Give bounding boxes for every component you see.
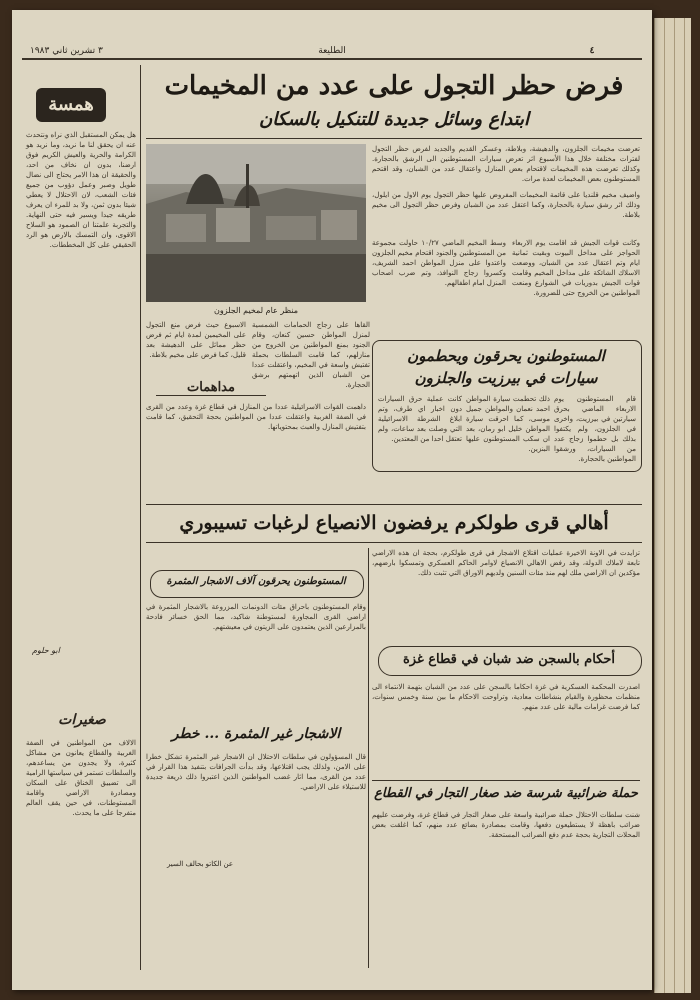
tasbouri-sub-title: المستوطنون يحرقون آلاف الاشجار المثمرة <box>166 576 346 587</box>
page-number: ٤ <box>589 46 595 56</box>
trees-headline: الاشجار غير المثمرة ... خطر <box>171 726 341 742</box>
tasbouri-body: تزايدت في الاونة الاخيرة عمليات اقتلاع الاشجار في قرى طولكرم، بحجة ان هذه الاراضي تابعة لاملاك الدولة، وقد رفض الاهالي الانصياع لاوامر الحاكم العسكري وتمسكوا بارضهم، مؤكدين ان الاراضي ملك لهم منذ مئات السنين ولديهم الاوراق التي تثبت ذلك. <box>372 549 640 577</box>
sghriyat-body: الالاف من المواطنين في الضفة الغربية والقطاع يعانون من مشاكل كثيرة، ولا يجدون من يساعدهم، والسلطات تستمر في سياستها الرامية الى تضييق الخناق على السكان ومصادرة الاراضي واقامة المستوطنات، في حين يقف العالم متفرجا على ما يحدث. <box>26 739 136 817</box>
column-signature: ابو حلوم <box>32 646 60 655</box>
tax-body: شنت سلطات الاحتلال حملة ضرائبية واسعة على صغار التجار في قطاع غزة، وفرضت عليهم ضرائب باهظة لا يستطيعون دفعها، وقامت بمصادرة بضائع عدد منهم، كما اغلقت بعض المحلات التجارية بحجة عدم دفع الضرائب المستحقة. <box>372 811 640 839</box>
tasbouri-sub-body: وقام المستوطنون باحراق مئات الدونمات المزروعة بالاشجار المثمرة في اراضي القرى المجاورة لمستوطنة شاكيد، مما الحق خسائر فادحة بالمزارعين الذين يعتمدون على الزيتون في معيشتهم. <box>146 603 366 631</box>
main-body-col5: القاها على زجاج الحمامات الشمسية لمنزل المواطن حسين كنعان، وقام الجنود بمنع المواطنين من الخروج من منازلهم، كما قامت السلطات بحملة تفتيش واسعة في المخيم، واعتقلت عددا من الشبان الذين اتهمتهم برشق الحجارة. <box>252 321 370 389</box>
left-column-rule <box>140 65 141 970</box>
photo-caption: منظر عام لمخيم الجلزون <box>213 306 299 315</box>
sghriyat-title: صغيرات <box>58 712 106 728</box>
tax-headline: حملة ضرائبية شرسة ضد صغار التجار في القطاع <box>374 786 638 801</box>
trees-sub-note: عن الكاتو بحالف السير <box>166 860 234 868</box>
issue-date: ٣ تشرين ثاني ١٩٨٣ <box>30 46 103 56</box>
settlers-body-right: قام المستوطنون يوم الاربعاء الماضي بحرق سيارتين في بيرزيت، واخرى في الجلزون، ولم يكتفوا بذلك بل حطموا زجاج عدد من السيارات، ورشقوا المواطنين بالحجارة. <box>554 395 636 463</box>
main-body-col3: وكانت قوات الجيش قد اقامت يوم الاربعاء الحواجز على مداخل البيوت وبقيت ثمانية ايام وتم اعتقال عدد من الشبان، ووضعت الاسلاك الشائكة على مداخل المخيم وقامت قوات الجيش بدوريات في الشوارع ومنعت المواطنين من الخروج حتى للضرورة. <box>512 239 640 297</box>
main-subheadline: ابتداع وسائل جديدة للتنكيل بالسكان <box>258 109 530 130</box>
camp-photo-scene <box>146 144 366 302</box>
column-body: هل يمكن المستقبل الذي نراه ونتحدث عنه ان يحقق لنا ما نريد، وما نريد هو الكرامة والحرية والعيش الكريم فوق ارضنا، بدون ان نخاف من احد، والحقيقة ان هذا الامر يحتاج الى نضال طويل وصبر وعمل دؤوب من جميع فئات الشعب، لان الاحتلال لا يعطي شيئا بدون ثمن، ولا بد للمرء ان يعرف طريقه جيدا ويسير فيه حتى النهاية. والتجربة علمتنا ان الصمود هو السلاح الاقوى، وان التمسك بالارض هو الرد الحقيقي على كل المخططات. <box>26 131 136 249</box>
settlers-headline-2: سيارات في بيرزيت والجلزون <box>414 369 598 387</box>
main-body-intro: تعرضت مخيمات الجلزون، والدهيشة، وبلاطة، وعسكر القديم والجديد لفرض حظر التجول لفترات مختلفة خلال هذا الأسبوع اثر تعرض سيارات المستوطنين الى الرشق بالحجارة. وكذلك تعرضت هذه المخيمات لاقتحام بعض المنازل واعتقال عدد من الشبان، وقد اقتحم المستوطنون بعض المخيمات لعدة مرات. <box>372 145 640 183</box>
newspaper-page <box>12 10 652 990</box>
tasbouri-headline: أهالي قرى طولكرم يرفضون الانصياع لرغبات تسيبوري <box>179 512 609 534</box>
gaza-headline: أحكام بالسجن ضد شبان في قطاع غزة <box>402 652 616 667</box>
main-body-col4: وسط المخيم الماضي ١٠/٢٧ حاولت مجموعة من المستوطنين والجنود اقتحام مخيم الجلزون واعتدوا على منزل المواطن احمد الشريف، وكسروا زجاج النوافذ، وتم ضرب اصحاب المنزل امام اطفالهم. <box>372 239 506 287</box>
moudahamat-body: داهمت القوات الاسرائيلية عددا من المنازل في قطاع غزة وعدد من القرى في الضفة الغربية واعتقلت عددا من المواطنين بحجة التحقيق، كما قامت بتفتيش المنازل والعبث بمحتوياتها. <box>146 403 366 431</box>
settlers-headline-1: المستوطنون يحرقون ويحطمون <box>407 347 605 365</box>
main-body-col2: واضيف مخيم قلنديا على قائمة المخيمات المفروض عليها حظر التجول يوم الاول من ايلول، وذلك اثر رشق سيارة بالحجارة، وكما اعتقل عدد من الشبان وفرض حظر التجول الى مخيم بلاطة. <box>372 191 640 219</box>
column-badge: همسة <box>36 88 106 122</box>
settlers-body-mid: ذلك تحطمت سيارة المواطن احمد نعمان والمواطن جميل موسى، كما احرقت سيارة المواطن خليل ابو رمان، بعد ان سكب المستوطنون عليها البنزين. <box>466 395 550 453</box>
camp-photo <box>146 144 366 302</box>
settlers-body-left: كانت عملية حرق السيارات دون اخبار اي طرف، وتم ابلاغ الشرطة الاسرائيلية التي وصلت بعد ساعات، ولم تعتقل احدا من المعتدين. <box>378 395 462 443</box>
header-rule <box>22 58 642 60</box>
gaza-body: اصدرت المحكمة العسكرية في غزة احكاما بالسجن على عدد من الشبان بتهمة الانتماء الى منظمات محظورة والقيام بنشاطات معادية، وتراوحت الاحكام ما بين سنة وخمس سنوات، كما فرضت غرامات مالية على عدد منهم. <box>372 683 640 711</box>
trees-body: قال المسؤولون في سلطات الاحتلال ان الاشجار غير المثمرة تشكل خطرا على الامن، ولذلك يجب اقتلاعها، وقد بدأت الجرافات بتنفيذ هذا القرار في عدد من القرى، مما اثار غضب المواطنين الذين اعتبروا ذلك ذريعة جديدة للاستيلاء على الاراضي. <box>146 753 366 791</box>
main-headline: فرض حظر التجول على عدد من المخيمات <box>164 71 624 101</box>
publisher-name: الطليعة <box>318 46 346 56</box>
main-body-col6: الاسبوع حيث فرض منع التجول على المخيمين لمدة ايام ثم فرض حظر مماثل على الدهيشة بعد قليل، كما فرض على مخيم بلاطة. <box>146 321 246 359</box>
moudahamat-title: مداهمات <box>156 380 266 396</box>
